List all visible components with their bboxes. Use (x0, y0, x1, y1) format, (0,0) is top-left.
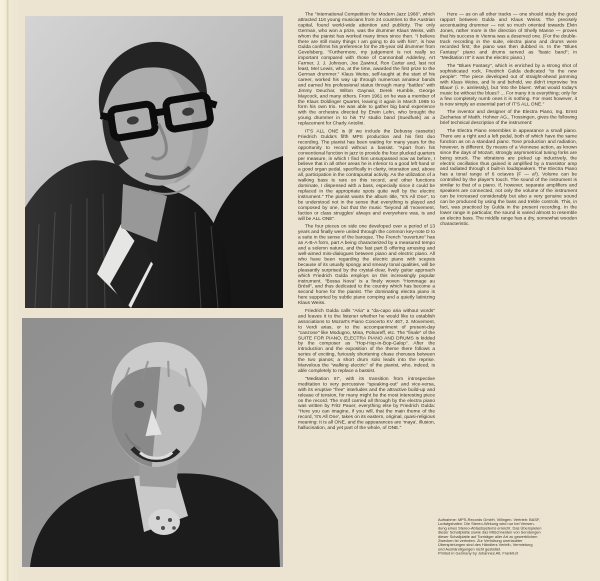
pianist-portrait-photo (25, 16, 283, 308)
credits-line: und Aushändigungen nicht gestattet. (438, 546, 502, 552)
credits-line-printed: Printed in Germany by Johannes Alt, Frankfurt (438, 551, 518, 556)
paragraph-inventor: The inventor and designer of the Electra Piano, Ing. Ernst Zacharias of Matth. Hohner AG., Trossingen, gives the following brief technical description of the instrument: (440, 109, 577, 126)
drummer-portrait-photo (22, 318, 283, 567)
credits-line: Überspielungen sind des Händlers Verleih, Vermietung (438, 542, 533, 548)
paragraph-blues-fantasy: The "Blues Fantasy", which is enriched by a strong shot of sophisticated rock, Friedrich Gulda dedicated "to the new people": "The piece developed out of straight-ahead jamming with Klaus Weiss, and lo and behold, we didn't improvise 'ins Blaue' (i. e. aimlessly), but 'into the blues'. What would today's music be without the blues? ... For many it is everything; only for a few completely numb ones it is nothing. For most however, it is now simply an essential part of IT'S ALL ONE." (440, 63, 577, 107)
paragraph-electra-piano: The Electra Piano resembles in appearance a small piano. There are a right and a left pedal, both of which have the same function as on a standard piano. Tone production and radiation, however, is different. By means of a Viennese action, as known since the days of Mozart, strongly asymmetrical tuning forks are being struck. The vibrations are picked up inductively, the electric oscillation thus gained is amplified by a transistor amp and radiated through 4 built-in loudspeakers. The Electra Piano has a tonal range of 6 octaves (F — a³). Volume can be controlled by the player's touch. The sound of the instrument is similar to that of a piano. If, however, separate amplifiers and speakers are connected, not only the volume of the instrument can be increased considerably but also a very genuine sound can be produced by using the bass and treble controls. This, in fact, was practiced by Gulda in the present recording. In the lower range in particular, the sound is varied almost to resemble an electro bass. The middle range has a dry, somewhat wooden characteristic. (440, 128, 577, 227)
pianist-portrait-illustration (25, 16, 283, 308)
credits-line: dung eines Stereo-Abtastsystems erreicht. Das Überspielen (438, 525, 542, 531)
credits-line: dieser Schallplatte auf Tonträger aller Art zu gewerblichen (438, 534, 538, 539)
credits-line: Ludwigshafen. Die Stereo-Wirkung wird nur bei Verwen- (438, 521, 535, 527)
credits-block (438, 518, 600, 581)
drummer-portrait-illustration (22, 318, 283, 567)
notes-column-2 (440, 12, 600, 441)
paragraph-competition: The "International Competition for Modern Jazz 1966", which attracted 116 young musicians from 24 countries to the Austrian capital, found world-wide attention and publicity. The only German, who won a prize, was the drummer Klaus Weiss, with whom the pianist has worked many times since then. "I believe there are still many things I am going to do with him", is how Gulda confirms his preference for the 25-year old drummer from Gevelsberg. "Furthermore, my judgement is not really so important compared with those of Cannonball Adderley, Art Farmer, J. J. Johnson, Joe Zawinul, Ron Carter and, last not least, Mel Lewis, who, at the time, awarded the first prize to the German drummer." Klaus Weiss, self-taught at the start of his career, worked his way up through numerous amateur bands and earned his professional status through many "battles" with Jimmy Deuchar, Wilton Gaynair, Derek Humble, George Maycock, and many others. From 1961 on he was a member of the Klaus Doldinger Quartet, leaving it again in March 1965 to form his own trio. He was able to gather big band experience with the orchestra directed by Erwin Lehn, who brought the young drummer in to his TV studio band (Suedfunk) as a replacement for Charly Antolini. (298, 11, 435, 127)
credits-line: Zwecken ist verboten. Zur Verhütung unerlaubter (438, 538, 523, 544)
cravat-shape (148, 509, 180, 535)
paragraph-suite: The four pieces on side one developed over a period of 13 years and finally were united through the common key-note D to a suite in the sense of the baroque. The French "ouverture" has an A-B-A form, part A being characterized by a measured tempo and a solemn nature, and the fast part B offering amusing and well-aimed mini-dialogues between piano and electric piano. All who have been regarding the electric piano with scepsis because of its usually spongy and smeary tonal qualities, will be pleasantly surprised by the crystal-clear, lively guitar approach which Friedrich Gulda employs on this increasingly popular instrument. "Bossa Nova" is a finely woven "Hommage au Brésil", and thus dedicated to the country which has become a second home for the pianist. The dominating electra piano is here supported by subtle piano comping and a quietly latinizing Klaus Weiss. (298, 223, 435, 306)
paragraph-rapport: Here — as on all other tracks — one should study the good rapport between Gulda and Klaus Weiss. The precisely accentuating drummer — not so much oriented towards Elvin Jones, rather more in the direction of Shelly Manne — proves that his success in Vienna was a deserved one. (For the double-track recording in the suite, electra piano and drums were recorded first; the piano was then dubbed in. In the "Blues Fantasy" piano and drums served as "basic band"; in "Meditation III" it was the electric piano.) (440, 11, 577, 61)
credits-line: Aufnahme: MPS-Records GmbH, Villingen. Vertrieb: BASF, (438, 517, 540, 522)
paragraph-meditation: "Meditation III", with its transition from introspective meditation to very percussive "speaking-out" and vice-versa, with its eruptive "free" interludes and the attractive build-up and release of tension, for many might be the most interesting piece on the record. The motif carried all through by the electra piano was written by Fritz Pauer, everything else by Friedrich Gulda: "Here you can imagine, if you will, that the main theme of the record, 'It's All One', takes on its eastern, original, quasi-religious meaning: It is all ONE, and the appearances are 'maya', illusion, hallucination, and yet part of the whole, of ONE." (298, 375, 435, 431)
gatefold-spine (0, 0, 22, 581)
credits-line: dieser Schallplatte sowie das Mitschneiden von Sendungen (438, 530, 541, 535)
paragraph-aria-finale: Friedrich Gulda calls "Aria" a "da-capo aria without words" and leaves it to the listener whether he would like to establish associations to Mozart's Piano Concerto KV 467, 2. Movement, to Verdi arias, or to the accompaniment of present-day "canzone" like Modugno, Mina, Polnareff, etc. The "finale" of the SUITE FOR PIANO, ELECTRA PIANO AND DRUMS is kidded by the composer as "Hop-Hop-in-Bop-Galop". After the introduction and the exposition of the theme there follows a series of exciting, furiously shortening chase choruses between the two pianos; a short drum solo leads into the reprise. Marvelous the "walking electric" of the pianist, who, indeed, is able completely to replace a bassist. (298, 308, 435, 374)
paragraph-its-all-one: IT'S ALL ONE is (if we include the Debussy cassette) Friedrich Gulda's fifth MPS production and his first duo recording. The pianist has been waiting for many years for the opportunity to record without a bassist. "Apart from his conventional function in jazz to provide the four plucked quarters per measure, in which I find him unsurpassed now as before, I believe that in all other areas he is inferior to a good left hand or a good organ pedal, specifically in clarity, intonation and, above all, participation in the contrapuntal activity. As the utilization of a walking bass is rare on this record, and other functions dominate, I dispensed with a bass, especially since it could be replaced in the appropriate spots quite well by the electric instrument." The pianist wants the album title, "It's All One", to be understood not in the sense that everything is played and composed by one, but that the music "beyond all 'movement, faction or class struggles' always and everywhere was, is and will be ALL ONE". (298, 128, 435, 222)
